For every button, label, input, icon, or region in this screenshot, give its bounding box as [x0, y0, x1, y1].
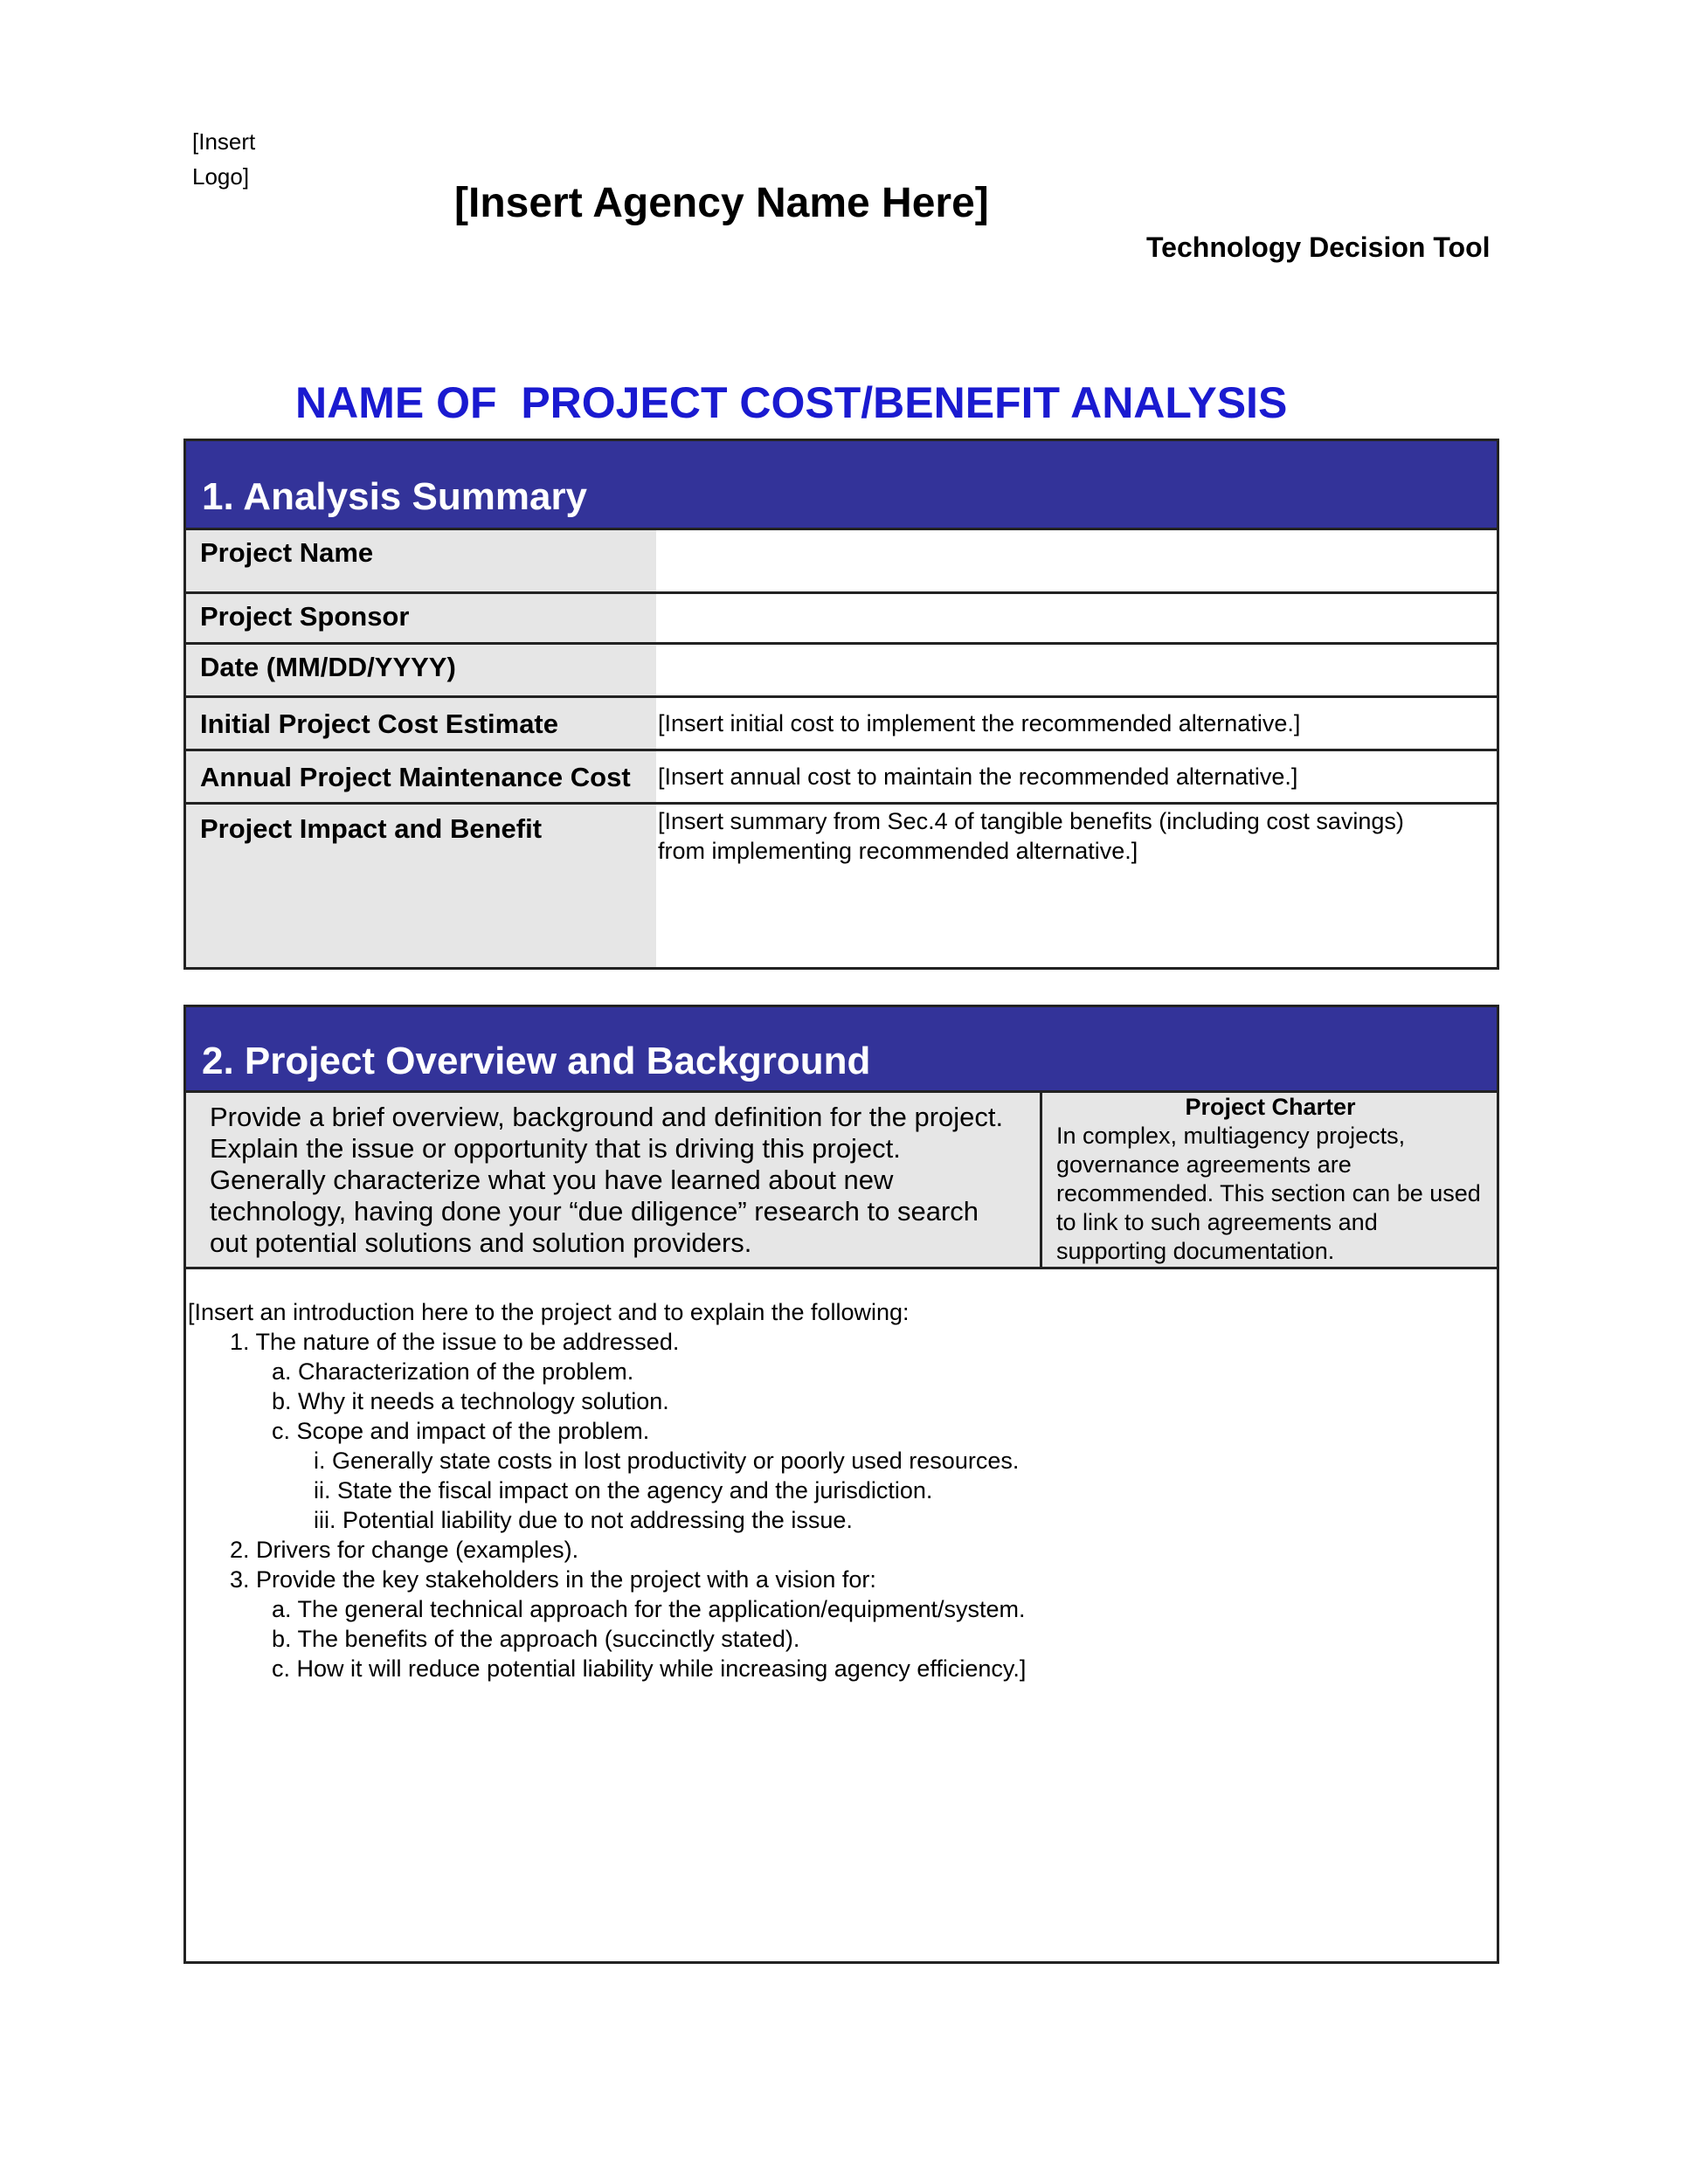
list-item: 2. Drivers for change (examples). [230, 1537, 579, 1563]
overview-instructions: Provide a brief overview, background and definition for the project. Explain the issue or opportunity that is driving this project. Generally characterize what you have learned about new technology, having done your “due diligence” research to search out potential solutions and solution providers. [186, 1093, 1042, 1267]
overview-row [186, 1093, 1497, 1269]
charter-title: Project Charter [1185, 1094, 1356, 1120]
list-item: iii. Potential liability due to not addressing the issue. [314, 1507, 853, 1533]
row-date [186, 645, 1497, 698]
row-label: Annual Project Maintenance Cost [186, 751, 656, 802]
row-impact-benefit [186, 805, 1497, 967]
list-item: c. How it will reduce potential liability while increasing agency efficiency.] [272, 1655, 1027, 1682]
tool-name: Technology Decision Tool [1146, 232, 1491, 263]
list-item: 1. The nature of the issue to be addressed. [230, 1329, 680, 1355]
row-label: Initial Project Cost Estimate [186, 698, 656, 749]
row-project-name [186, 530, 1497, 594]
summary-table [186, 530, 1497, 967]
list-item: [Insert an introduction here to the project and to explain the following: [188, 1299, 910, 1325]
section-heading [186, 1007, 1497, 1093]
section-heading-text: 2. Project Overview and Background [202, 1040, 871, 1082]
row-label: Project Impact and Benefit [186, 805, 656, 967]
initial-cost-field[interactable]: [Insert initial cost to implement the recommended alternative.] [658, 710, 1301, 736]
project-name-field[interactable] [656, 530, 1497, 591]
section-heading [186, 441, 1497, 530]
list-item: a. The general technical approach for the application/equipment/system. [272, 1596, 1026, 1622]
list-item: 3. Provide the key stakeholders in the project with a vision for: [230, 1566, 876, 1593]
row-label: Date (MM/DD/YYYY) [186, 645, 656, 695]
maintenance-cost-field[interactable]: [Insert annual cost to maintain the recommended alternative.] [658, 764, 1298, 790]
project-charter-note [1042, 1093, 1497, 1267]
charter-text: In complex, multiagency projects, governance agreements are recommended. This section can be used to link to such agreements and supporting documentation. [1056, 1123, 1481, 1264]
list-item: ii. State the fiscal impact on the agency and the jurisdiction. [314, 1477, 933, 1503]
analysis-summary-section [183, 439, 1499, 970]
row-project-sponsor [186, 594, 1497, 645]
logo-placeholder: [Insert Logo] [192, 128, 256, 190]
document-title: NAME OF PROJECT COST/BENEFIT ANALYSIS [295, 378, 1288, 427]
list-item: c. Scope and impact of the problem. [272, 1418, 650, 1444]
agency-name: [Insert Agency Name Here] [454, 180, 989, 226]
row-label: Project Sponsor [186, 594, 656, 642]
date-field[interactable] [656, 645, 1497, 695]
row-initial-cost [186, 698, 1497, 751]
section-heading-text: 1. Analysis Summary [202, 475, 588, 518]
project-overview-section [183, 1005, 1499, 1964]
list-item: b. Why it needs a technology solution. [272, 1388, 669, 1414]
list-item: a. Characterization of the problem. [272, 1358, 634, 1385]
list-item: b. The benefits of the approach (succinctly stated). [272, 1626, 800, 1652]
impact-benefit-field[interactable]: [Insert summary from Sec.4 of tangible benefits (including cost savings) from implementing recommended alternative.] [658, 808, 1404, 864]
row-maintenance-cost [186, 751, 1497, 805]
list-item: i. Generally state costs in lost productivity or poorly used resources. [314, 1448, 1020, 1474]
row-label: Project Name [186, 530, 656, 591]
introduction-text-area[interactable] [186, 1269, 1497, 1683]
project-sponsor-field[interactable] [656, 594, 1497, 642]
